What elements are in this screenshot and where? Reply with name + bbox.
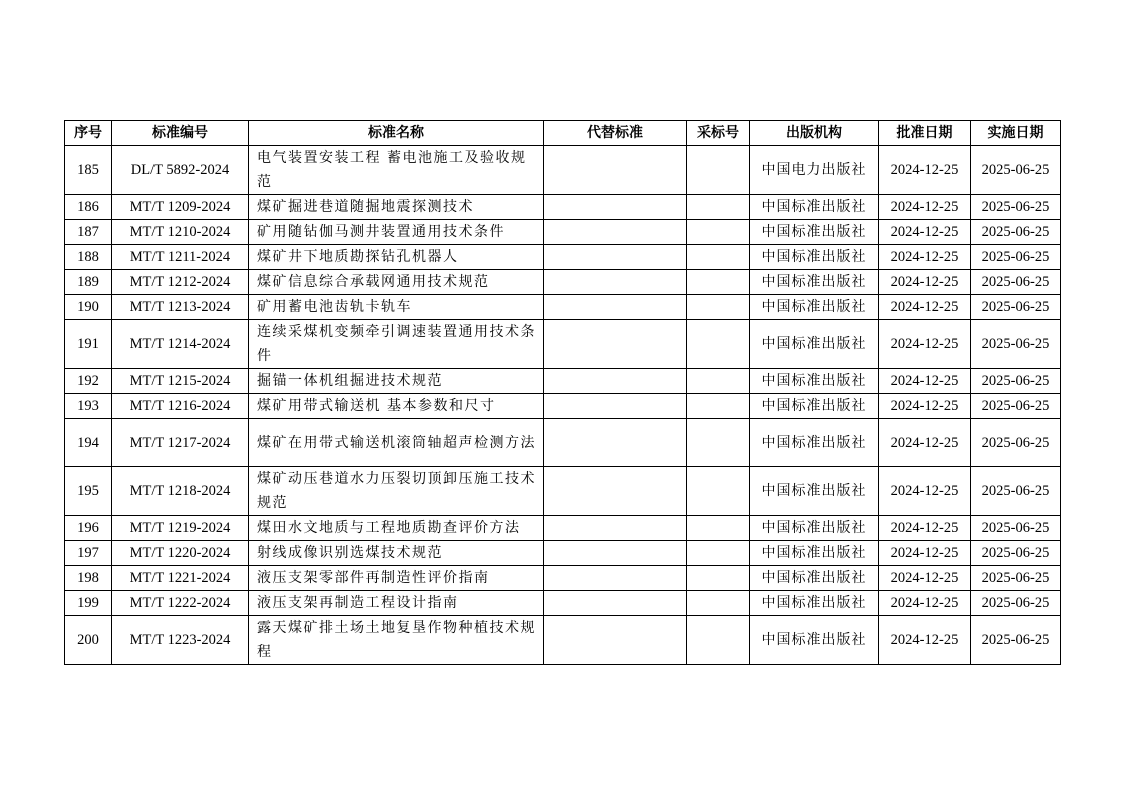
- row-replaces: [544, 516, 687, 541]
- row-seq: 187: [65, 220, 112, 245]
- row-approved: 2024-12-25: [879, 320, 971, 369]
- row-code: MT/T 1210-2024: [112, 220, 249, 245]
- row-seq: 196: [65, 516, 112, 541]
- row-replaces: [544, 320, 687, 369]
- row-effective: 2025-06-25: [971, 245, 1061, 270]
- standards-table: [64, 120, 1061, 665]
- row-publisher: 中国标准出版社: [750, 566, 879, 591]
- row-approved: 2024-12-25: [879, 591, 971, 616]
- row-name: 矿用蓄电池齿轨卡轨车: [249, 295, 544, 320]
- row-effective: 2025-06-25: [971, 320, 1061, 369]
- row-approved: 2024-12-25: [879, 220, 971, 245]
- row-effective: 2025-06-25: [971, 591, 1061, 616]
- row-seq: 195: [65, 467, 112, 516]
- row-seq: 186: [65, 195, 112, 220]
- row-code: MT/T 1218-2024: [112, 467, 249, 516]
- row-publisher: 中国标准出版社: [750, 419, 879, 467]
- row-name: 煤矿井下地质勘探钻孔机器人: [249, 245, 544, 270]
- row-publisher: 中国电力出版社: [750, 146, 879, 195]
- row-effective: 2025-06-25: [971, 566, 1061, 591]
- row-seq: 200: [65, 616, 112, 665]
- row-name: 液压支架再制造工程设计指南: [249, 591, 544, 616]
- row-replaces: [544, 220, 687, 245]
- row-effective: 2025-06-25: [971, 270, 1061, 295]
- row-adopted: [687, 566, 750, 591]
- header-row: [65, 121, 1061, 146]
- row-approved: 2024-12-25: [879, 516, 971, 541]
- row-effective: 2025-06-25: [971, 369, 1061, 394]
- row-replaces: [544, 195, 687, 220]
- row-name: 露天煤矿排土场土地复垦作物种植技术规程: [249, 616, 544, 665]
- row-adopted: [687, 146, 750, 195]
- row-code: MT/T 1211-2024: [112, 245, 249, 270]
- row-seq: 192: [65, 369, 112, 394]
- row-effective: 2025-06-25: [971, 516, 1061, 541]
- table-row: [65, 566, 1061, 591]
- row-adopted: [687, 591, 750, 616]
- table-row: [65, 270, 1061, 295]
- row-replaces: [544, 566, 687, 591]
- row-approved: 2024-12-25: [879, 394, 971, 419]
- row-adopted: [687, 467, 750, 516]
- row-effective: 2025-06-25: [971, 295, 1061, 320]
- row-publisher: 中国标准出版社: [750, 394, 879, 419]
- table-row: [65, 394, 1061, 419]
- row-publisher: 中国标准出版社: [750, 369, 879, 394]
- row-effective: 2025-06-25: [971, 146, 1061, 195]
- row-adopted: [687, 516, 750, 541]
- table-row: [65, 541, 1061, 566]
- row-seq: 191: [65, 320, 112, 369]
- row-approved: 2024-12-25: [879, 419, 971, 467]
- row-code: MT/T 1212-2024: [112, 270, 249, 295]
- row-replaces: [544, 591, 687, 616]
- header-effective: 实施日期: [971, 121, 1061, 146]
- row-approved: 2024-12-25: [879, 270, 971, 295]
- row-seq: 193: [65, 394, 112, 419]
- table-row: [65, 320, 1061, 369]
- row-approved: 2024-12-25: [879, 467, 971, 516]
- header-adopted: 采标号: [687, 121, 750, 146]
- row-effective: 2025-06-25: [971, 394, 1061, 419]
- row-code: MT/T 1215-2024: [112, 369, 249, 394]
- row-publisher: 中国标准出版社: [750, 295, 879, 320]
- row-publisher: 中国标准出版社: [750, 195, 879, 220]
- row-approved: 2024-12-25: [879, 245, 971, 270]
- row-code: DL/T 5892-2024: [112, 146, 249, 195]
- row-publisher: 中国标准出版社: [750, 220, 879, 245]
- row-code: MT/T 1217-2024: [112, 419, 249, 467]
- row-replaces: [544, 467, 687, 516]
- row-replaces: [544, 146, 687, 195]
- row-publisher: 中国标准出版社: [750, 616, 879, 665]
- row-name: 矿用随钻伽马测井装置通用技术条件: [249, 220, 544, 245]
- row-replaces: [544, 616, 687, 665]
- row-approved: 2024-12-25: [879, 295, 971, 320]
- table-row: [65, 591, 1061, 616]
- row-replaces: [544, 541, 687, 566]
- row-adopted: [687, 369, 750, 394]
- row-code: MT/T 1220-2024: [112, 541, 249, 566]
- row-code: MT/T 1222-2024: [112, 591, 249, 616]
- header-seq: 序号: [65, 121, 112, 146]
- row-seq: 189: [65, 270, 112, 295]
- row-seq: 185: [65, 146, 112, 195]
- row-seq: 188: [65, 245, 112, 270]
- table-row: [65, 516, 1061, 541]
- row-seq: 198: [65, 566, 112, 591]
- row-name: 射线成像识别选煤技术规范: [249, 541, 544, 566]
- row-code: MT/T 1213-2024: [112, 295, 249, 320]
- row-code: MT/T 1214-2024: [112, 320, 249, 369]
- row-effective: 2025-06-25: [971, 195, 1061, 220]
- row-name: 煤矿掘进巷道随掘地震探测技术: [249, 195, 544, 220]
- row-name: 电气装置安装工程 蓄电池施工及验收规范: [249, 146, 544, 195]
- row-code: MT/T 1219-2024: [112, 516, 249, 541]
- row-adopted: [687, 541, 750, 566]
- row-approved: 2024-12-25: [879, 146, 971, 195]
- row-name: 煤矿动压巷道水力压裂切顶卸压施工技术规范: [249, 467, 544, 516]
- row-seq: 190: [65, 295, 112, 320]
- row-adopted: [687, 220, 750, 245]
- row-code: MT/T 1216-2024: [112, 394, 249, 419]
- header-replaces: 代替标准: [544, 121, 687, 146]
- row-adopted: [687, 195, 750, 220]
- table-row: [65, 295, 1061, 320]
- row-code: MT/T 1223-2024: [112, 616, 249, 665]
- row-seq: 199: [65, 591, 112, 616]
- header-publisher: 出版机构: [750, 121, 879, 146]
- row-adopted: [687, 295, 750, 320]
- row-approved: 2024-12-25: [879, 369, 971, 394]
- row-replaces: [544, 270, 687, 295]
- row-name: 煤田水文地质与工程地质勘查评价方法: [249, 516, 544, 541]
- row-publisher: 中国标准出版社: [750, 541, 879, 566]
- table-row: [65, 220, 1061, 245]
- row-name: 液压支架零部件再制造性评价指南: [249, 566, 544, 591]
- table-row: [65, 616, 1061, 665]
- row-name: 煤矿在用带式输送机滚筒轴超声检测方法: [249, 419, 544, 467]
- row-publisher: 中国标准出版社: [750, 320, 879, 369]
- row-name: 连续采煤机变频牵引调速装置通用技术条件: [249, 320, 544, 369]
- row-adopted: [687, 419, 750, 467]
- row-replaces: [544, 419, 687, 467]
- row-adopted: [687, 616, 750, 665]
- row-replaces: [544, 295, 687, 320]
- row-publisher: 中国标准出版社: [750, 245, 879, 270]
- header-code: 标准编号: [112, 121, 249, 146]
- row-publisher: 中国标准出版社: [750, 516, 879, 541]
- row-publisher: 中国标准出版社: [750, 270, 879, 295]
- row-publisher: 中国标准出版社: [750, 467, 879, 516]
- row-adopted: [687, 270, 750, 295]
- row-effective: 2025-06-25: [971, 467, 1061, 516]
- row-effective: 2025-06-25: [971, 220, 1061, 245]
- table-row: [65, 369, 1061, 394]
- row-adopted: [687, 320, 750, 369]
- row-name: 煤矿用带式输送机 基本参数和尺寸: [249, 394, 544, 419]
- row-effective: 2025-06-25: [971, 616, 1061, 665]
- row-approved: 2024-12-25: [879, 616, 971, 665]
- row-effective: 2025-06-25: [971, 541, 1061, 566]
- table-row: [65, 419, 1061, 467]
- row-seq: 194: [65, 419, 112, 467]
- table-row: [65, 146, 1061, 195]
- row-effective: 2025-06-25: [971, 419, 1061, 467]
- row-code: MT/T 1221-2024: [112, 566, 249, 591]
- row-approved: 2024-12-25: [879, 566, 971, 591]
- table-row: [65, 467, 1061, 516]
- table-row: [65, 245, 1061, 270]
- header-approved: 批准日期: [879, 121, 971, 146]
- table-row: [65, 195, 1061, 220]
- row-approved: 2024-12-25: [879, 541, 971, 566]
- header-name: 标准名称: [249, 121, 544, 146]
- row-publisher: 中国标准出版社: [750, 591, 879, 616]
- row-replaces: [544, 394, 687, 419]
- row-name: 煤矿信息综合承载网通用技术规范: [249, 270, 544, 295]
- row-adopted: [687, 245, 750, 270]
- row-name: 掘锚一体机组掘进技术规范: [249, 369, 544, 394]
- row-seq: 197: [65, 541, 112, 566]
- row-adopted: [687, 394, 750, 419]
- row-approved: 2024-12-25: [879, 195, 971, 220]
- row-code: MT/T 1209-2024: [112, 195, 249, 220]
- row-replaces: [544, 369, 687, 394]
- row-replaces: [544, 245, 687, 270]
